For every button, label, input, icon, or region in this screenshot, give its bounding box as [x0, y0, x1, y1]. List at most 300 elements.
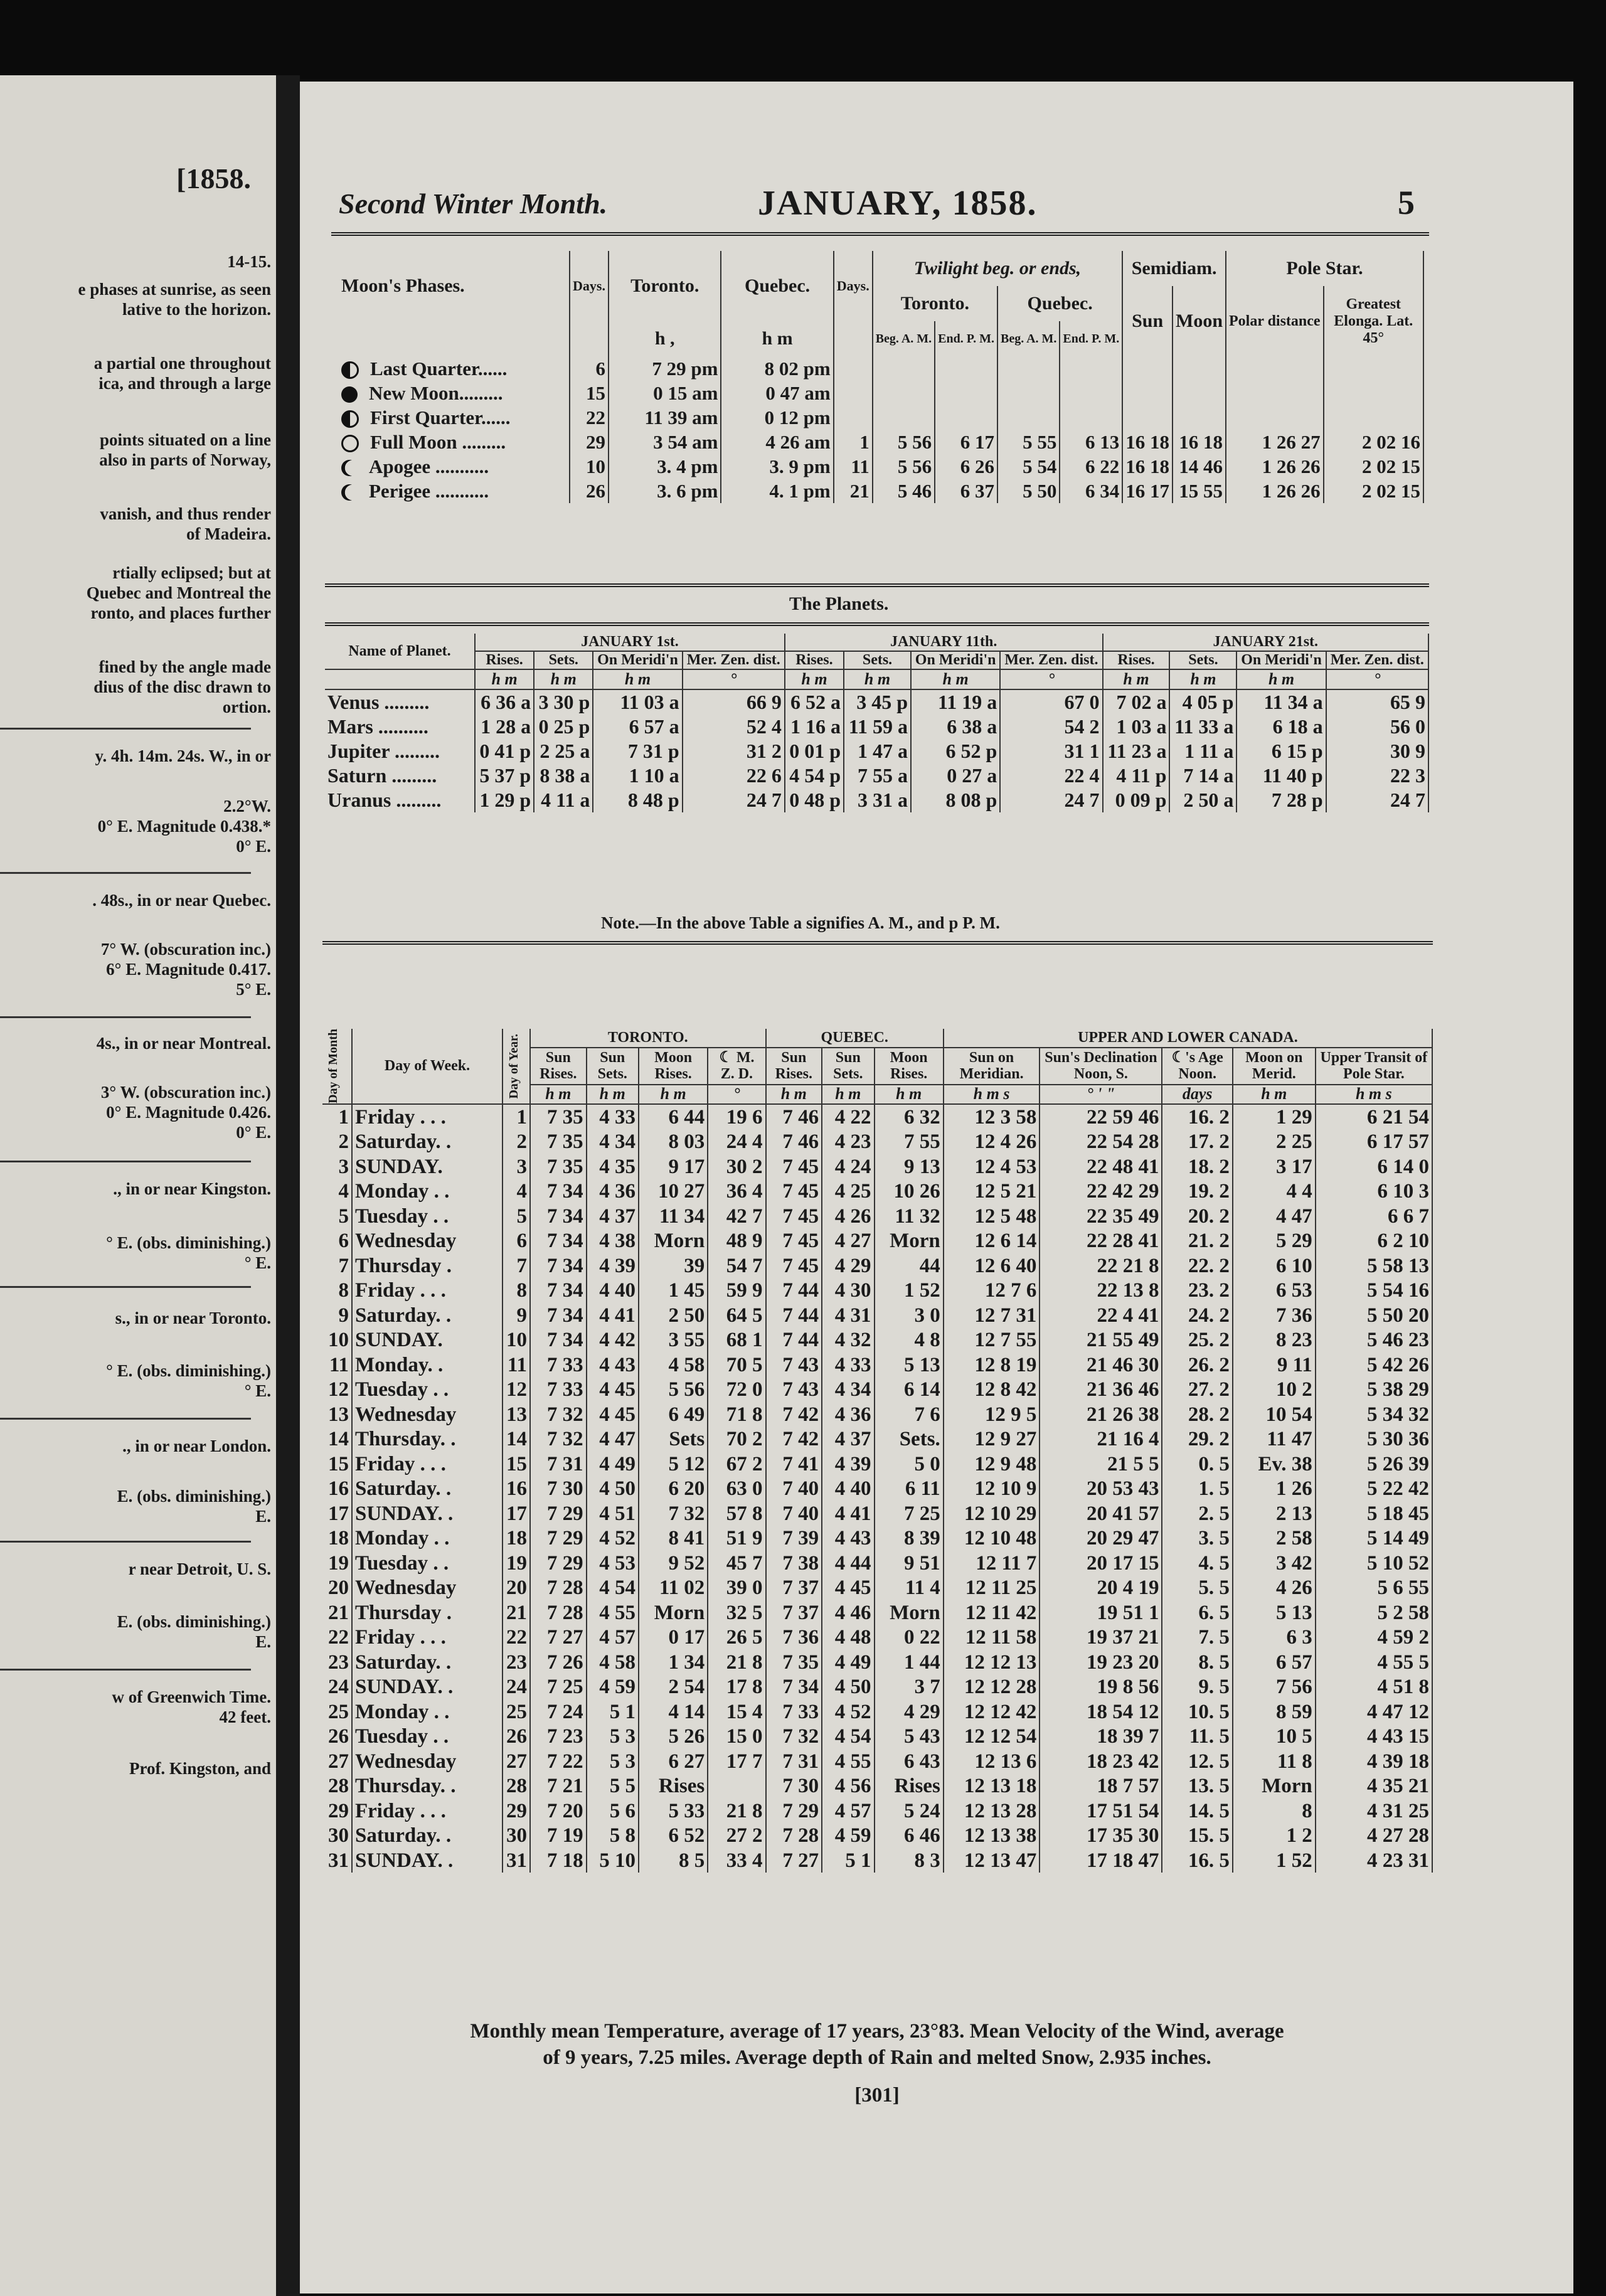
calendar-value: 12 10 9	[944, 1476, 1040, 1501]
month-title: JANUARY, 1858.	[758, 184, 1038, 223]
calendar-value: 5 42 26	[1316, 1353, 1432, 1378]
planet-value: 24 7	[683, 788, 785, 812]
twilight-sun: 16 17	[1122, 479, 1173, 503]
calendar-value: 7 32	[639, 1501, 708, 1526]
calendar-value: 5 1	[822, 1848, 874, 1873]
calendar-value: 4 27	[822, 1228, 874, 1253]
twilight-polar	[1226, 405, 1324, 430]
calendar-value: 4 55 5	[1316, 1650, 1432, 1675]
calendar-value: 44	[875, 1253, 944, 1278]
twilight-toronto-header: Toronto.	[873, 286, 997, 321]
phase-name-cell	[339, 430, 570, 454]
calendar-value: 19 51 1	[1040, 1600, 1162, 1625]
planets-subheader: Mer. Zen. dist.	[1326, 651, 1428, 669]
moon-new-icon	[341, 386, 358, 403]
twilight-elonga	[1324, 405, 1423, 430]
planet-value: 2 50 a	[1169, 788, 1236, 812]
calendar-value: 16. 5	[1162, 1848, 1232, 1873]
twilight-q-end	[1060, 405, 1122, 430]
calendar-value: 12 9 5	[944, 1402, 1040, 1427]
page-number: 5	[1398, 184, 1415, 221]
calendar-value: 8 39	[875, 1526, 944, 1551]
calendar-value: 7 34	[530, 1278, 587, 1303]
planet-value: 56 0	[1326, 715, 1428, 739]
calendar-value: 1 52	[875, 1278, 944, 1303]
planet-value: 6 57 a	[593, 715, 682, 739]
calendar-value: 4 45	[587, 1402, 639, 1427]
calendar-row	[322, 1402, 1432, 1427]
phase-toronto-time: 0 15 am	[609, 381, 721, 405]
left-page-line: r near Detroit, U. S.	[128, 1560, 271, 1578]
planet-value: 0 09 p	[1103, 788, 1170, 812]
left-page-line: 4s., in or near Montreal.	[96, 1034, 271, 1053]
day-of-week: Monday . .	[352, 1699, 503, 1725]
day-of-month: 4	[322, 1179, 352, 1204]
calendar-unit: h m	[875, 1085, 944, 1104]
planets-subheader: On Meridi'n	[593, 651, 682, 669]
phase-name: Last Quarter......	[370, 357, 508, 380]
calendar-value: 7 34	[530, 1228, 587, 1253]
calendar-value: 6 3	[1233, 1625, 1316, 1650]
calendar-value: 4 48	[822, 1625, 874, 1650]
calendar-value: 12 8 42	[944, 1377, 1040, 1402]
calendar-value: 7 34	[530, 1179, 587, 1204]
calendar-value: 7 31	[530, 1452, 587, 1477]
day-of-year: 6	[503, 1228, 530, 1253]
left-page-rule	[0, 1418, 251, 1420]
planet-row	[325, 715, 1428, 739]
calendar-value: 1 34	[639, 1650, 708, 1675]
phases-body	[339, 356, 1423, 503]
day-of-month: 26	[322, 1724, 352, 1749]
day-of-year: 7	[503, 1253, 530, 1278]
calendar-value: 4 49	[822, 1650, 874, 1675]
calendar-value: 4 24	[822, 1154, 874, 1179]
calendar-value: 12 11 42	[944, 1600, 1040, 1625]
calendar-unit: h m	[1233, 1085, 1316, 1104]
planet-value: 4 05 p	[1169, 689, 1236, 715]
twilight-q-end: 6 22	[1060, 454, 1122, 479]
day-of-week: Wednesday	[352, 1575, 503, 1600]
calendar-value: 21 16 4	[1040, 1427, 1162, 1452]
calendar-value: 4 51	[587, 1501, 639, 1526]
calendar-row	[322, 1600, 1432, 1625]
twilight-sun	[1122, 381, 1173, 405]
day-of-month: 14	[322, 1427, 352, 1452]
calendar-value: 2 58	[1233, 1526, 1316, 1551]
planet-value: 7 55 a	[844, 763, 911, 788]
twilight-t-end: 6 17	[935, 430, 997, 454]
calendar-value: 7 32	[766, 1724, 822, 1749]
calendar-value: 1 44	[875, 1650, 944, 1675]
phase-row	[339, 479, 1423, 503]
calendar-value: 5 1	[587, 1699, 639, 1725]
calendar-value: 6 21 54	[1316, 1104, 1432, 1130]
calendar-value: 4 38	[587, 1228, 639, 1253]
header-rule	[331, 232, 1429, 236]
calendar-row	[322, 1674, 1432, 1699]
calendar-subheader: Moon Rises.	[875, 1048, 944, 1085]
day-of-week: Friday . . .	[352, 1799, 503, 1824]
day-of-month: 17	[322, 1501, 352, 1526]
calendar-value: 12 5 48	[944, 1204, 1040, 1229]
day-of-year: 15	[503, 1452, 530, 1477]
calendar-row	[322, 1773, 1432, 1799]
calendar-value: 7 45	[766, 1154, 822, 1179]
calendar-row	[322, 1848, 1432, 1873]
twilight-q-beg	[997, 405, 1060, 430]
calendar-value: 7 6	[875, 1402, 944, 1427]
calendar-value: 70 5	[708, 1353, 765, 1378]
left-page-line: ortion.	[222, 698, 271, 716]
calendar-value: Rises	[639, 1773, 708, 1799]
calendar-value: 7 44	[766, 1303, 822, 1328]
calendar-value: 6 27	[639, 1749, 708, 1774]
day-of-year: 1	[503, 1104, 530, 1130]
day-of-month: 22	[322, 1625, 352, 1650]
calendar-value: 4 46	[822, 1600, 874, 1625]
twilight-elonga: 2 02 15	[1324, 479, 1423, 503]
calendar-value: 11 4	[875, 1575, 944, 1600]
twilight-moon: 14 46	[1173, 454, 1226, 479]
planets-title: The Planets.	[789, 593, 889, 614]
twilight-polar	[1226, 381, 1324, 405]
calendar-value: 5 3	[587, 1724, 639, 1749]
calendar-value: 26 5	[708, 1625, 765, 1650]
twilight-elonga	[1324, 381, 1423, 405]
day-of-week: Monday. .	[352, 1353, 503, 1378]
day-of-month: 5	[322, 1204, 352, 1229]
twilight-t-beg	[873, 381, 935, 405]
calendar-value: 4 27 28	[1316, 1823, 1432, 1848]
left-page-line: 0° E. Magnitude 0.426.	[106, 1103, 271, 1122]
left-page-line: [1858.	[176, 162, 251, 194]
planet-row	[325, 763, 1428, 788]
day-of-year: 19	[503, 1551, 530, 1576]
left-page-line: dius of the disc drawn to	[93, 678, 271, 696]
planet-value: 22 4	[1000, 763, 1102, 788]
calendar-value: 11 34	[639, 1204, 708, 1229]
calendar-value: 4 40	[587, 1278, 639, 1303]
twilight-t-end: 6 26	[935, 454, 997, 479]
calendar-value: 9 11	[1233, 1353, 1316, 1378]
twilight-t-end: 6 37	[935, 479, 997, 503]
day-of-year: 22	[503, 1625, 530, 1650]
calendar-value: 6 17 57	[1316, 1129, 1432, 1154]
day-of-week: Tuesday . .	[352, 1724, 503, 1749]
calendar-value: 7 23	[530, 1724, 587, 1749]
day-of-week: Tuesday . .	[352, 1204, 503, 1229]
calendar-row	[322, 1799, 1432, 1824]
planet-value: 0 01 p	[785, 739, 844, 763]
left-page-line: vanish, and thus render	[100, 504, 271, 523]
calendar-value: 4 33	[587, 1104, 639, 1130]
calendar-value: 12 13 28	[944, 1799, 1040, 1824]
twilight-t-end	[935, 381, 997, 405]
twilight-moon: 15 55	[1173, 479, 1226, 503]
planet-value: 1 11 a	[1169, 739, 1236, 763]
calendar-value: 7 33	[766, 1699, 822, 1725]
day-of-month: 27	[322, 1749, 352, 1774]
calendar-value: 5 58 13	[1316, 1253, 1432, 1278]
calendar-row	[322, 1129, 1432, 1154]
day-of-week: SUNDAY. .	[352, 1501, 503, 1526]
twilight-sun	[1122, 405, 1173, 430]
days2-header: Days.	[834, 251, 873, 321]
day-of-year: 18	[503, 1526, 530, 1551]
calendar-value: 57 8	[708, 1501, 765, 1526]
tw-toronto-beg-header: Beg. A. M.	[873, 321, 935, 356]
calendar-value: 4 34	[822, 1377, 874, 1402]
calendar-value: 5 24	[875, 1799, 944, 1824]
calendar-value: 9 13	[875, 1154, 944, 1179]
calendar-value: 70 2	[708, 1427, 765, 1452]
calendar-value: 9 52	[639, 1551, 708, 1576]
calendar-value: 11 02	[639, 1575, 708, 1600]
planets-subheader: Rises.	[475, 651, 534, 669]
calendar-row	[322, 1353, 1432, 1378]
day-of-week: Tuesday . .	[352, 1551, 503, 1576]
day-of-year-header: Day of Year.	[507, 1033, 521, 1099]
calendar-value: 26. 2	[1162, 1353, 1232, 1378]
day-of-year: 16	[503, 1476, 530, 1501]
calendar-value: 6 2 10	[1316, 1228, 1432, 1253]
day-of-month: 9	[322, 1303, 352, 1328]
calendar-value: 4 55	[587, 1600, 639, 1625]
day-of-month: 6	[322, 1228, 352, 1253]
calendar-row	[322, 1749, 1432, 1774]
planet-value: 0 25 p	[534, 715, 593, 739]
calendar-value: 63 0	[708, 1476, 765, 1501]
calendar-value: 4 59 2	[1316, 1625, 1432, 1650]
calendar-value: 7 36	[1233, 1303, 1316, 1328]
calendar-row	[322, 1625, 1432, 1650]
phase-quebec-time: 3. 9 pm	[721, 454, 833, 479]
left-page-line: s., in or near Toronto.	[115, 1309, 271, 1327]
day-of-week: Saturday. .	[352, 1823, 503, 1848]
phase-quebec-time: 4 26 am	[721, 430, 833, 454]
day-of-week: Thursday .	[352, 1253, 503, 1278]
phases-header: Moon's Phases.	[339, 251, 570, 321]
calendar-value: 0 17	[639, 1625, 708, 1650]
planet-row	[325, 689, 1428, 715]
calendar-value: 5 3	[587, 1749, 639, 1774]
calendar-unit: days	[1162, 1085, 1232, 1104]
left-page-line: 6° E. Magnitude 0.417.	[106, 960, 271, 979]
calendar-value: 7 27	[530, 1625, 587, 1650]
day-of-year: 8	[503, 1278, 530, 1303]
planet-value: 52 4	[683, 715, 785, 739]
footer-line-2: of 9 years, 7.25 miles. Average depth of Rain and melted Snow, 2.935 inches.	[543, 2046, 1211, 2069]
twilight-q-end	[1060, 381, 1122, 405]
calendar-row	[322, 1823, 1432, 1848]
calendar-value: Sets	[639, 1427, 708, 1452]
tw-toronto-end-header: End. P. M.	[935, 321, 997, 356]
phase-quebec-time: 4. 1 pm	[721, 479, 833, 503]
twilight-moon	[1173, 381, 1226, 405]
calendar-value: 28. 2	[1162, 1402, 1232, 1427]
calendar-value: 19 37 21	[1040, 1625, 1162, 1650]
planets-date-header: JANUARY 11th.	[785, 634, 1103, 651]
calendar-value: 7 20	[530, 1799, 587, 1824]
planet-name: Saturn .........	[325, 763, 475, 788]
calendar-value: 6 53	[1233, 1278, 1316, 1303]
phase-row	[339, 405, 1423, 430]
calendar-subheader: Sun's Declination Noon, S.	[1040, 1048, 1162, 1085]
twilight-day: 11	[834, 454, 873, 479]
calendar-value: 21 46 30	[1040, 1353, 1162, 1378]
phase-quebec-time: 0 12 pm	[721, 405, 833, 430]
calendar-table	[322, 1029, 1433, 1873]
calendar-row	[322, 1377, 1432, 1402]
phase-row	[339, 454, 1423, 479]
planets-subheader: Sets.	[534, 651, 593, 669]
twilight-q-beg: 5 55	[997, 430, 1060, 454]
planet-value: 24 7	[1326, 788, 1428, 812]
calendar-value: 7 43	[766, 1377, 822, 1402]
planet-value: 65 9	[1326, 689, 1428, 715]
calendar-value: 22 42 29	[1040, 1179, 1162, 1204]
calendar-value: Ev. 38	[1233, 1452, 1316, 1477]
left-page-line: E.	[255, 1632, 271, 1651]
calendar-value: 21 8	[708, 1799, 765, 1824]
planets-top-rule	[325, 622, 1429, 626]
calendar-value: 0 22	[875, 1625, 944, 1650]
calendar-value: 71 8	[708, 1402, 765, 1427]
day-of-year: 2	[503, 1129, 530, 1154]
left-page-line: 0° E. Magnitude 0.438.*	[97, 817, 271, 836]
twilight-q-beg: 5 54	[997, 454, 1060, 479]
calendar-value: Sets.	[875, 1427, 944, 1452]
left-page-line: Prof. Kingston, and	[129, 1759, 271, 1778]
planet-value: 6 18 a	[1236, 715, 1326, 739]
calendar-value: 7 30	[766, 1773, 822, 1799]
calendar-value: 7 29	[530, 1551, 587, 1576]
twilight-sun: 16 18	[1122, 430, 1173, 454]
calendar-value: 2. 5	[1162, 1501, 1232, 1526]
calendar-unit: h m	[822, 1085, 874, 1104]
twilight-polar: 1 26 27	[1226, 430, 1324, 454]
calendar-value: 4 30	[822, 1278, 874, 1303]
calendar-value: 4 32	[822, 1327, 874, 1353]
planets-unit: h m	[475, 669, 534, 689]
book-gutter	[276, 75, 300, 2296]
calendar-value: 7. 5	[1162, 1625, 1232, 1650]
day-of-week: Monday . .	[352, 1179, 503, 1204]
calendar-value: 15. 5	[1162, 1823, 1232, 1848]
calendar-value: 24 4	[708, 1129, 765, 1154]
calendar-value: 4 8	[875, 1327, 944, 1353]
twilight-q-end	[1060, 356, 1122, 381]
planet-value: 67 0	[1000, 689, 1102, 715]
calendar-value: 7 28	[530, 1575, 587, 1600]
calendar-value: 24. 2	[1162, 1303, 1232, 1328]
calendar-value: 29. 2	[1162, 1427, 1232, 1452]
calendar-value: 5 6	[587, 1799, 639, 1824]
calendar-value: 1 52	[1233, 1848, 1316, 1873]
calendar-value: 4 23 31	[1316, 1848, 1432, 1873]
planet-name: Venus .........	[325, 689, 475, 715]
calendar-value: 12 12 42	[944, 1699, 1040, 1725]
calendar-unit: ° ' "	[1040, 1085, 1162, 1104]
almanac-page	[300, 82, 1573, 2293]
calendar-value: 12 6 40	[944, 1253, 1040, 1278]
phase-day: 22	[570, 405, 609, 430]
calendar-value: 7 35	[530, 1154, 587, 1179]
calendar-value: 19 6	[708, 1104, 765, 1130]
calendar-value: 4 52	[587, 1526, 639, 1551]
calendar-value: 7 35	[766, 1650, 822, 1675]
left-page-line: 7° W. (obscuration inc.)	[100, 940, 271, 959]
tw-quebec-end-header: End. P. M.	[1060, 321, 1122, 356]
calendar-value: 39 0	[708, 1575, 765, 1600]
calendar-value: 7 41	[766, 1452, 822, 1477]
planet-value: 2 25 a	[534, 739, 593, 763]
calendar-value: 22 13 8	[1040, 1278, 1162, 1303]
planet-value: 11 34 a	[1236, 689, 1326, 715]
calendar-value: 12 13 18	[944, 1773, 1040, 1799]
twilight-t-beg: 5 56	[873, 430, 935, 454]
calendar-value: 5 54 16	[1316, 1278, 1432, 1303]
calendar-value: 9. 5	[1162, 1674, 1232, 1699]
toronto-units: h ,	[609, 321, 721, 356]
calendar-value: 5 26	[639, 1724, 708, 1749]
planet-value: 11 23 a	[1103, 739, 1170, 763]
calendar-value: 22. 2	[1162, 1253, 1232, 1278]
calendar-value: 4 37	[587, 1204, 639, 1229]
calendar-value: 4 39	[822, 1452, 874, 1477]
calendar-value: 4 43	[587, 1353, 639, 1378]
planets-date-header: JANUARY 21st.	[1103, 634, 1428, 651]
left-page-line: . 48s., in or near Quebec.	[92, 891, 271, 910]
calendar-subheader: Moon on Merid.	[1233, 1048, 1316, 1085]
calendar-body	[322, 1104, 1432, 1873]
left-page-line: 42 feet.	[219, 1708, 271, 1726]
twilight-moon	[1173, 405, 1226, 430]
calendar-value: 6. 5	[1162, 1600, 1232, 1625]
calendar-value: 5 6 55	[1316, 1575, 1432, 1600]
planets-table	[325, 634, 1429, 812]
day-of-week: Saturday. .	[352, 1303, 503, 1328]
planet-value: 1 28 a	[475, 715, 534, 739]
left-page-line: of Madeira.	[186, 524, 271, 543]
calendar-subheader: Sun Sets.	[822, 1048, 874, 1085]
left-page-line: y. 4h. 14m. 24s. W., in or	[95, 747, 271, 765]
twilight-q-beg: 5 50	[997, 479, 1060, 503]
left-page-line: E. (obs. diminishing.)	[117, 1487, 271, 1506]
calendar-value: 7 32	[530, 1402, 587, 1427]
calendar-value: 67 2	[708, 1452, 765, 1477]
calendar-row	[322, 1327, 1432, 1353]
day-of-year: 17	[503, 1501, 530, 1526]
running-title: Second Winter Month.	[339, 188, 608, 220]
left-page-line: lative to the horizon.	[122, 300, 271, 319]
calendar-value: 21 8	[708, 1650, 765, 1675]
calendar-row	[322, 1278, 1432, 1303]
planet-name: Mars ..........	[325, 715, 475, 739]
semidiam-moon-header: Moon	[1173, 286, 1226, 356]
calendar-value: 1 45	[639, 1278, 708, 1303]
calendar-value: 6 43	[875, 1749, 944, 1774]
planets-body	[325, 689, 1428, 812]
calendar-value: 4 47	[587, 1427, 639, 1452]
calendar-value: 4 4	[1233, 1179, 1316, 1204]
calendar-value: 11 47	[1233, 1427, 1316, 1452]
day-of-month: 31	[322, 1848, 352, 1873]
calendar-value: 4. 5	[1162, 1551, 1232, 1576]
calendar-value: 1 2	[1233, 1823, 1316, 1848]
calendar-value: 7 31	[766, 1749, 822, 1774]
